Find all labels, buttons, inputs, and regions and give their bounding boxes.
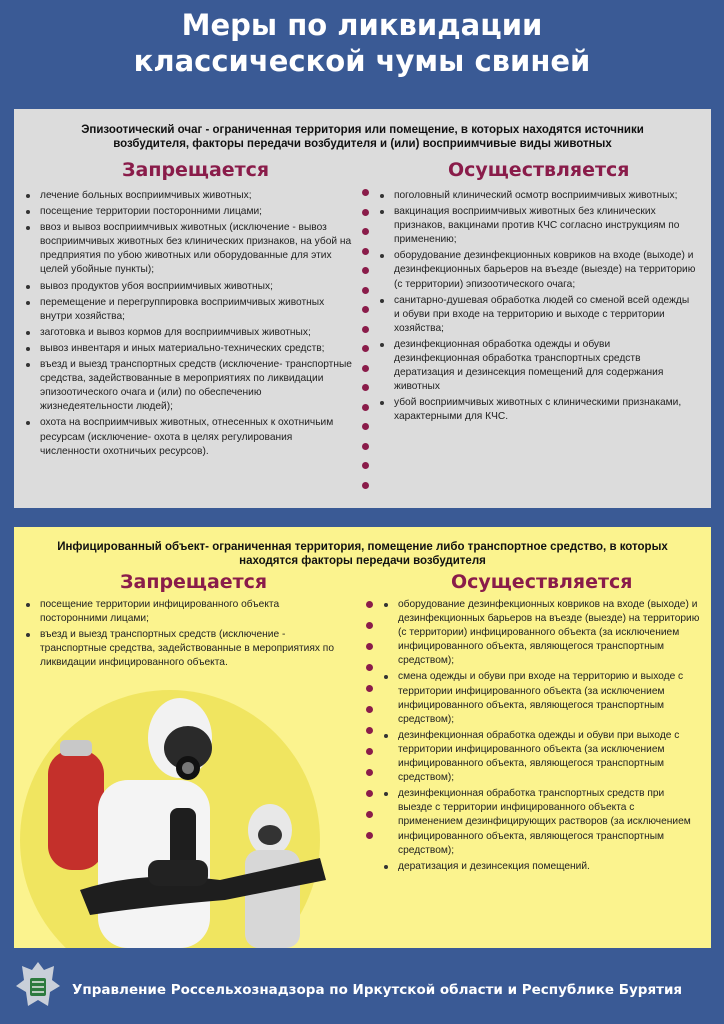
divider-dot	[362, 482, 369, 489]
list-item: санитарно-душевая обработка людей со сменой всей одежды и обуви при входе на территорию и выходе с территории хозяйства;	[378, 294, 696, 336]
infected-allowed-title: Осуществляется	[451, 571, 633, 593]
divider-dot	[362, 404, 369, 411]
list-item: дезинфекционная обработка одежды и обуви дезинфекционная обработка транспортных средств дератизация и дезинсекция помещений для содержания животных	[378, 338, 696, 394]
divider-dot	[362, 326, 369, 333]
footer	[0, 948, 724, 1024]
divider-dot	[366, 811, 373, 818]
divider-dot	[366, 601, 373, 608]
list-item: лечение больных восприимчивых животных;	[24, 189, 354, 203]
disinfection-worker-illustration	[20, 690, 350, 948]
title-line-2: классической чумы свиней	[133, 44, 591, 78]
list-item: посещение территории инфицированного объекта посторонними лицами;	[24, 598, 344, 626]
list-item: заготовка и вывоз кормов для восприимчивых животных;	[24, 326, 354, 340]
divider-dot	[362, 384, 369, 391]
divider-dot	[362, 228, 369, 235]
list-item: дератизация и дезинсекция помещений.	[382, 860, 700, 874]
divider-dot	[366, 622, 373, 629]
divider-dot	[362, 267, 369, 274]
divider-dot	[362, 189, 369, 196]
divider-dot	[362, 345, 369, 352]
list-item: въезд и выезд транспортных средств (исключение- транспортные средства, задействованные в мероприятиях по ликвидации эпизоотического очага и (или) по обеспечению жизнедеятельности людей);	[24, 358, 354, 414]
focus-panel	[14, 109, 711, 508]
focus-forbidden-title: Запрещается	[122, 159, 270, 181]
infected-forbidden-list	[24, 598, 344, 672]
divider-dot	[366, 769, 373, 776]
divider-dot	[366, 790, 373, 797]
infected-divider	[366, 601, 374, 851]
list-item: убой восприимчивых животных с клиническими признаками, характерными для КЧС.	[378, 396, 696, 424]
divider-dot	[362, 306, 369, 313]
rosselkhoznadzor-emblem-icon	[14, 956, 62, 1012]
list-item: смена одежды и обуви при входе на территорию и выходе с территории инфицированного объекта (за исключением инфицированного объекта, являющегося транспортным средством);	[382, 670, 700, 726]
focus-heading: Эпизоотический очаг - ограниченная территория или помещение, в которых находятся источники возбудителя, факторы передачи возбудителя и (или) восприимчивые виды животных	[81, 124, 644, 150]
list-item: дезинфекционная обработка транспортных средств при выезде с территории инфицированного объекта с применением дезинфицирующих растворов (за исключением инфицированного объекта, являющегося транспортным средством);	[382, 787, 700, 857]
infected-allowed-list	[382, 598, 700, 876]
divider-dot	[362, 209, 369, 216]
list-item: охота на восприимчивых животных, отнесенных к охотничьим ресурсам (исключение- охота в целях регулирования численности охотничьих ресурсов).	[24, 416, 354, 458]
divider-dot	[366, 664, 373, 671]
divider-dot	[362, 248, 369, 255]
list-item: вакцинация восприимчивых животных без клинических признаков, вакцинами против КЧС согласно инструкциям по применению;	[378, 205, 696, 247]
list-item: поголовный клинический осмотр восприимчивых животных;	[378, 189, 696, 203]
infected-forbidden-title: Запрещается	[120, 571, 268, 593]
divider-dot	[362, 287, 369, 294]
divider-dot	[366, 685, 373, 692]
divider-dot	[362, 462, 369, 469]
focus-divider	[362, 189, 370, 499]
list-item: вывоз продуктов убоя восприимчивых животных;	[24, 280, 354, 294]
page-title	[0, 0, 724, 90]
list-item: въезд и выезд транспортных средств (исключение - транспортные средства, задействованные в мероприятиях по ликвидации инфицированного объекта.	[24, 628, 344, 670]
infected-heading: Инфицированный объект- ограниченная территория, помещение либо транспортное средство, в которых находятся факторы передачи возбудителя	[57, 541, 668, 567]
divider-dot	[362, 423, 369, 430]
focus-allowed-title: Осуществляется	[448, 159, 630, 181]
list-item: посещение территории посторонними лицами;	[24, 205, 354, 219]
divider-dot	[366, 748, 373, 755]
list-item: оборудование дезинфекционных ковриков на входе (выходе) и дезинфекционных барьеров на въезде (выезде) на территорию (с территории) инфицированного объекта (за исключением инфицированного объекта, являющегося транспортным средством);	[382, 598, 700, 668]
divider-dot	[366, 643, 373, 650]
list-item: дезинфекционная обработка одежды и обуви при выходе с территории инфицированного объекта (за исключением инфицированного объекта, являющегося транспортным средством);	[382, 729, 700, 785]
list-item: вывоз инвентаря и иных материально-технических средств;	[24, 342, 354, 356]
divider-dot	[362, 443, 369, 450]
title-line-1: Меры по ликвидации	[181, 8, 543, 42]
focus-forbidden-list	[24, 189, 354, 461]
list-item: ввоз и вывоз восприимчивых животных (исключение - вывоз восприимчивых животных без клинических признаков, на убой на предприятия по убою животных или оборудованные для этих целей убойные пункты);	[24, 221, 354, 277]
divider-dot	[366, 706, 373, 713]
list-item: оборудование дезинфекционных ковриков на входе (выходе) и дезинфекционных барьеров на въезде (выезде) на территорию (с территории) эпизоотического очага;	[378, 249, 696, 291]
divider-dot	[366, 832, 373, 839]
organization-name: Управление Россельхознадзора по Иркутской области и Республике Бурятия	[72, 982, 683, 998]
focus-allowed-list	[378, 189, 696, 427]
list-item: перемещение и перегруппировка восприимчивых животных внутри хозяйства;	[24, 296, 354, 324]
divider-dot	[366, 727, 373, 734]
divider-dot	[362, 365, 369, 372]
